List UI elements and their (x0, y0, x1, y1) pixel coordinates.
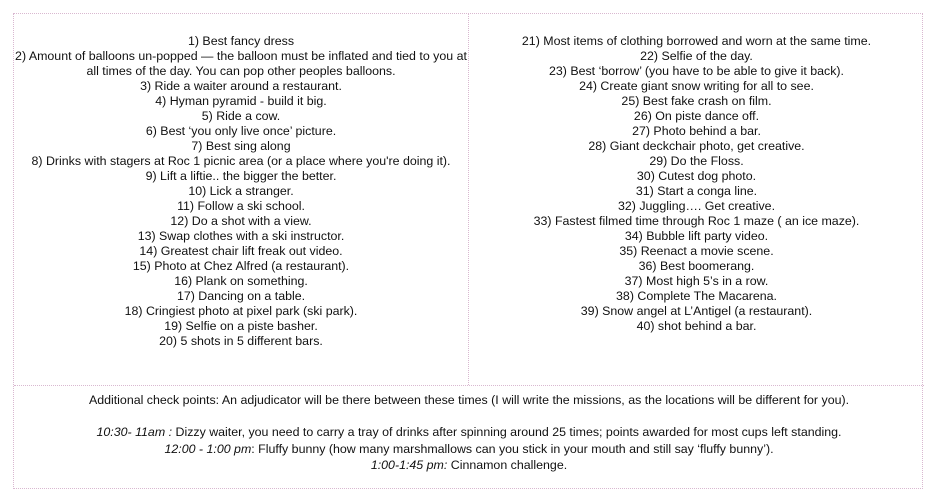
mission-item: 28) Giant deckchair photo, get creative. (588, 139, 805, 153)
mission-item: 38) Complete The Macarena. (616, 289, 777, 303)
missions-column-right (469, 14, 924, 385)
mission-item: 7) Best sing along (191, 139, 291, 153)
mission-item: 8) Drinks with stagers at Roc 1 picnic area (or a place where you're doing it). (31, 154, 451, 168)
mission-item: 39) Snow angel at L’Antigel (a restaurant). (580, 304, 813, 318)
mission-item: 14) Greatest chair lift freak out video. (139, 244, 343, 258)
mission-item: 3) Ride a waiter around a restaurant. (140, 79, 342, 93)
mission-item: 18) Cringiest photo at pixel park (ski park). (124, 304, 358, 318)
checkpoint-text: : Fluffy bunny (how many marshmallows can you stick in your mouth and still say ‘fluffy bunny’). (251, 441, 774, 456)
mission-item: 17) Dancing on a table. (176, 289, 306, 303)
mission-item: 37) Most high 5’s in a row. (624, 274, 769, 288)
mission-item: 21) Most items of clothing borrowed and worn at the same time. (521, 34, 872, 48)
mission-item: 32) Juggling…. Get creative. (617, 199, 776, 213)
checkpoints-section (14, 385, 924, 489)
mission-item: 9) Lift a liftie.. the bigger the better. (145, 169, 337, 183)
mission-item: 30) Cutest dog photo. (636, 169, 757, 183)
checkpoint-time: 1:00-1:45 pm: (370, 458, 448, 472)
mission-item: 1) Best fancy dress (187, 34, 295, 48)
checkpoint-text: Cinnamon challenge. (447, 458, 568, 472)
mission-item: 19) Selfie on a piste basher. (164, 319, 318, 333)
mission-item: 27) Photo behind a bar. (632, 124, 761, 138)
checkpoint-time: 12:00 - 1:00 pm (164, 441, 252, 456)
mission-item: 22) Selfie of the day. (640, 49, 753, 63)
checkpoint-item (14, 424, 924, 441)
mission-item: 34) Bubble lift party video. (624, 229, 769, 243)
mission-item: 36) Best boomerang. (638, 259, 755, 273)
mission-item: 5) Ride a cow. (201, 109, 281, 123)
mission-item: 35) Reenact a movie scene. (619, 244, 774, 258)
mission-item: 26) On piste dance off. (633, 109, 760, 123)
mission-item: 6) Best ‘you only live once’ picture. (145, 124, 337, 138)
missions-table (13, 13, 923, 489)
mission-item: 40) shot behind a bar. (636, 319, 757, 333)
checkpoint-time: 10:30- 11am : (96, 425, 173, 439)
mission-item: 29) Do the Floss. (649, 154, 744, 168)
mission-item: 20) 5 shots in 5 different bars. (159, 334, 323, 348)
mission-item: 11) Follow a ski school. (177, 199, 305, 213)
mission-item: 31) Start a conga line. (635, 184, 758, 198)
checkpoint-item (14, 457, 924, 474)
mission-item: 23) Best ‘borrow’ (you have to be able to give it back). (548, 64, 844, 78)
mission-item: 2) Amount of balloons un-popped — the balloon must be inflated and tied to you at all times of the day. You can pop other peoples balloons. (15, 49, 467, 78)
mission-item: 15) Photo at Chez Alfred (a restaurant). (132, 259, 350, 273)
mission-item: 13) Swap clothes with a ski instructor. (137, 229, 345, 243)
mission-item: 12) Do a shot with a view. (170, 214, 312, 228)
mission-item: 25) Best fake crash on film. (621, 94, 772, 108)
mission-item: 4) Hyman pyramid - build it big. (155, 94, 327, 108)
checkpoint-text: Dizzy waiter, you need to carry a tray of drinks after spinning around 25 times; points awarded for most cups left standing. (172, 425, 842, 439)
mission-item: 24) Create giant snow writing for all to see. (579, 79, 814, 93)
missions-column-left (14, 14, 469, 385)
mission-item: 33) Fastest filmed time through Roc 1 maze ( an ice maze). (533, 214, 860, 228)
mission-item: 10) Lick a stranger. (188, 184, 294, 198)
checkpoint-item (14, 441, 924, 458)
mission-item: 16) Plank on something. (174, 274, 308, 288)
checkpoints-intro: Additional check points: An adjudicator will be there between these times (I will write the missions, as the locations will be different for you). (88, 393, 850, 407)
